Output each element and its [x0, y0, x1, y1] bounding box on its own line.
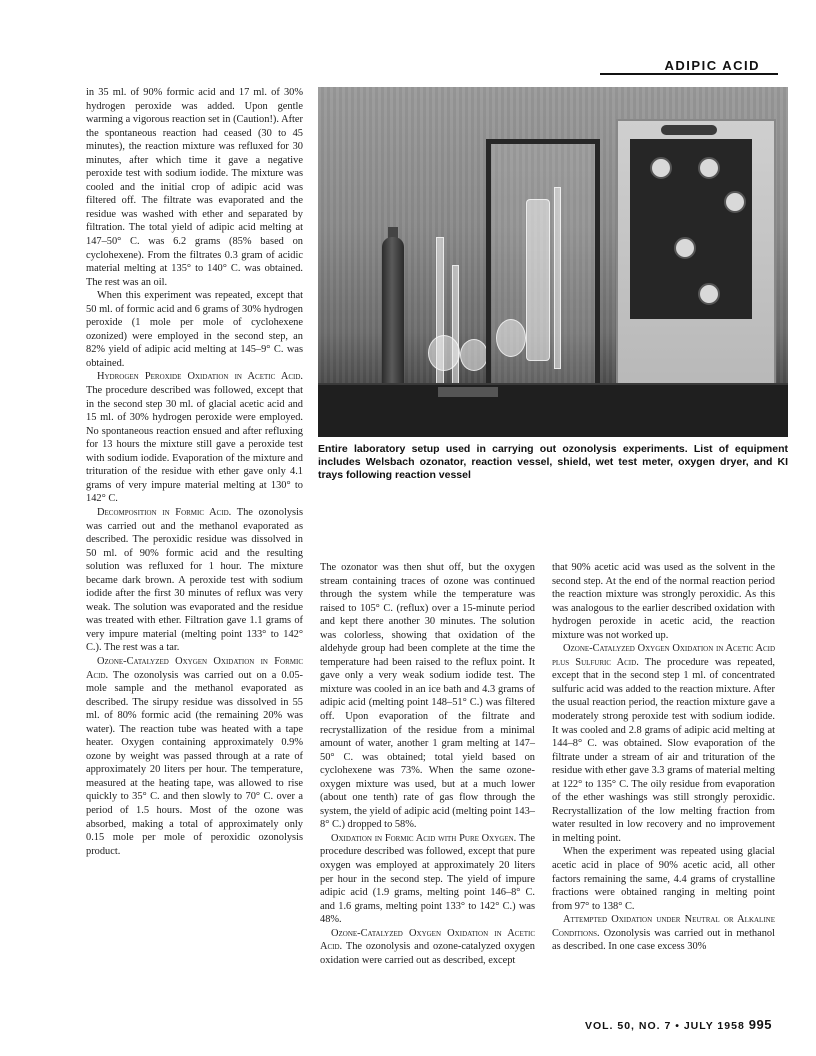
dial-icon	[698, 283, 720, 305]
paragraph-text: The procedure was repeated, except that in the second step 1 ml. of concentrated sulfuric acid was added to the reaction mixture. After the usual reaction period, the reaction mixture gave a moderately strong peroxide test with sodium iodide. It was cooled and 2.8 grams of adipic acid melting at 144–8° C. was obtained. Slow evaporation of the filtrate under a stream of air and trituration of the residue with ether gave 3.3 grams of material melting at 122° to 135° C. The oily residue from evaporation of the ether washings was still strongly peroxidic. Recrystallization of the low melting fraction from water resulted in low recovery and no improvement in melting point.	[552, 656, 775, 844]
section-heading: Ozone-Catalyzed Oxygen Oxidation in Acetic Acid.	[320, 927, 535, 953]
paragraph: When this experiment was repeated, except that 50 ml. of formic acid and 6 grams of 30% hydrogen peroxide (1 mole per mole of cyclohexene ozonized) were employed in the second step, an 82% yield of adipic acid melting at 145–9° C. was obtained.	[86, 290, 303, 369]
section-heading: Decomposition in Formic Acid.	[97, 506, 232, 518]
section-heading: Ozone-Catalyzed Oxygen Oxidation in Formic Acid.	[86, 655, 303, 681]
section-heading: Oxidation in Formic Acid with Pure Oxygen.	[331, 832, 517, 844]
issue-info: VOL. 50, NO. 7 • JULY 1958	[584, 1020, 745, 1032]
laboratory-setup-photo	[318, 87, 788, 437]
paragraph-text: The ozonolysis was carried out on a 0.05-mole sample and the methanol evaporated as described. The sirupy residue was dissolved in 55 ml. of 80% formic acid (the remaining 20% was water). The reaction tube was heated with a tape heater. Oxygen containing approximately 0.9% ozone by weight was passed through at a rate of approximately 20 liters per hour. The temperature, measured at the heating tape, was allowed to rise quickly to 35° C. and then slowly to 70° C. over a period of 1.5 hours. Most of the ozone was absorbed, making a total of approximately only 0.15 mole per mole of peroxidic ozonolysis product.	[86, 669, 303, 857]
paragraph	[86, 506, 303, 655]
paragraph-text: Ozonolysis was carried out in methanol as described. In one case excess 30%	[552, 927, 775, 953]
text-column-1	[86, 86, 303, 858]
paragraph: that 90% acetic acid was used as the solvent in the second step. At the end of the normal reaction period the reaction mixture was strongly peroxidic. As this was analogous to the earlier described oxidation with hydrogen peroxide in acetic acid, the reaction mixture was not worked up.	[552, 562, 775, 641]
glass-flask	[496, 319, 526, 357]
figure-caption: Entire laboratory setup used in carrying out ozonolysis experiments. List of equipment includes Welsbach ozonator, reaction vessel, shield, wet test meter, oxygen dryer, and KI trays following reaction vessel	[318, 443, 788, 481]
glass-flask	[428, 335, 460, 371]
paragraph	[552, 913, 775, 954]
paragraph: in 35 ml. of 90% formic acid and 17 ml. of 30% hydrogen peroxide was added. Upon gentle warming a vigorous reaction set in (Caution!). After the spontaneous reaction had ceased (30 to 45 minutes), the reaction mixture was refluxed for 30 minutes, after which time it gave a negative peroxide test with sodium iodide. The mixture was cooled and the initial crop of adipic acid was filtered off. The filtrate was evaporated and the residue was washed with ether and separated by filtration. The total yield of adipic acid melting at 147–50° C. was 6.2 grams (85% based on cyclohexene). From the filtrates 0.3 gram of acidic material melting at 135° to 140° C. was obtained. The rest was an oil.	[86, 87, 303, 288]
dial-icon	[698, 157, 720, 179]
glass-flask	[460, 339, 488, 371]
paragraph-text: The procedure described was followed, except that pure oxygen was employed at approximately 20 liters per hour in the second step. The yield of impure adipic acid (1.9 grams, melting point 146–8° C. and 1.6 grams, melting point 133° to 142° C.) was 48%.	[320, 832, 535, 926]
dial-icon	[650, 157, 672, 179]
glass-tube	[554, 187, 561, 369]
paragraph: The ozonator was then shut off, but the oxygen stream containing traces of ozone was continued through the system while the temperature was raised to 105° C. (reflux) over a 15-minute period and kept there another 30 minutes. The solution was colorless, showing that oxidation of the aldehyde group had been complete at the time the temperature had been raised to the reflux point. It gave only a very weak sodium iodide test. The mixture was cooled in an ice bath and 4.3 grams of adipic acid (melting point 148–51° C.) was filtered off. Upon evaporation of the filtrate and recrystallization of the residue from a minimal amount of water, another 1 gram melting at 147–50° C. was obtained; total yield based on cyclohexene was 73%. When the same ozone-oxygen mixture was used, but at a much lower (about one tenth) rate of gas flow through the system, the yield of adipic acid (melting point 143–8° C.) dropped to 58%.	[320, 562, 535, 831]
ozonator-nameplate	[661, 125, 717, 135]
dial-icon	[674, 237, 696, 259]
reaction-vessel	[526, 199, 550, 361]
section-heading: Hydrogen Peroxide Oxidation in Acetic Acid.	[97, 371, 303, 383]
page-number: 995	[748, 1017, 772, 1032]
paragraph	[320, 927, 535, 968]
section-heading: Ozone-Catalyzed Oxygen Oxidation in Acetic Acid plus Sulfuric Acid.	[552, 643, 775, 668]
header-rule	[600, 73, 778, 75]
laboratory-bench	[318, 385, 788, 437]
dial-icon	[724, 191, 746, 213]
page-footer	[560, 1017, 772, 1032]
ki-tray	[438, 387, 498, 397]
paragraph	[552, 642, 775, 845]
paragraph	[320, 832, 535, 927]
paragraph-text: The procedure described was followed, except that in the second step 30 ml. of glacial acetic acid and 15 ml. of 30% hydrogen peroxide were employed. No spontaneous reaction ensued and after refluxing for 13 hours the mixture still gave a peroxide test with sodium iodide. Evaporation of the mixture and trituration of the residue with ether gave only 4.1 grams of very impure material melting at 130° to 142° C.	[86, 385, 303, 505]
paragraph	[86, 370, 303, 505]
section-heading: Attempted Oxidation under Neutral or Alkaline Conditions.	[552, 914, 775, 939]
paragraph-text: The ozonolysis was carried out and the methanol evaporated as described. The peroxidic residue was dissolved in 50 ml. of 90% formic acid and the resulting solution was refluxed for 1 hour. The mixture became dark brown. A peroxide test with sodium iodide after the first 30 minutes of reflux was very weak. The solution was evaporated and the residue was treated with ether. Filtration gave 1.1 grams of very impure material (melting point 133° to 142° C.). The rest was a tar.	[86, 506, 304, 654]
ozonator-panel	[630, 139, 752, 319]
text-column-2	[320, 561, 535, 967]
paragraph	[86, 655, 303, 858]
running-title: ADIPIC ACID	[664, 58, 760, 73]
oxygen-cylinder	[382, 237, 404, 387]
text-column-3	[552, 561, 775, 954]
paragraph-text: The ozonolysis and ozone-catalyzed oxygen oxidation were carried out as described, except	[320, 941, 535, 966]
paragraph: When the experiment was repeated using glacial acetic acid in place of 90% acetic acid, all other factors remaining the same, 4.4 grams of crystalline fractions were obtained ranging in melting point from 97° to 138° C.	[552, 846, 775, 912]
